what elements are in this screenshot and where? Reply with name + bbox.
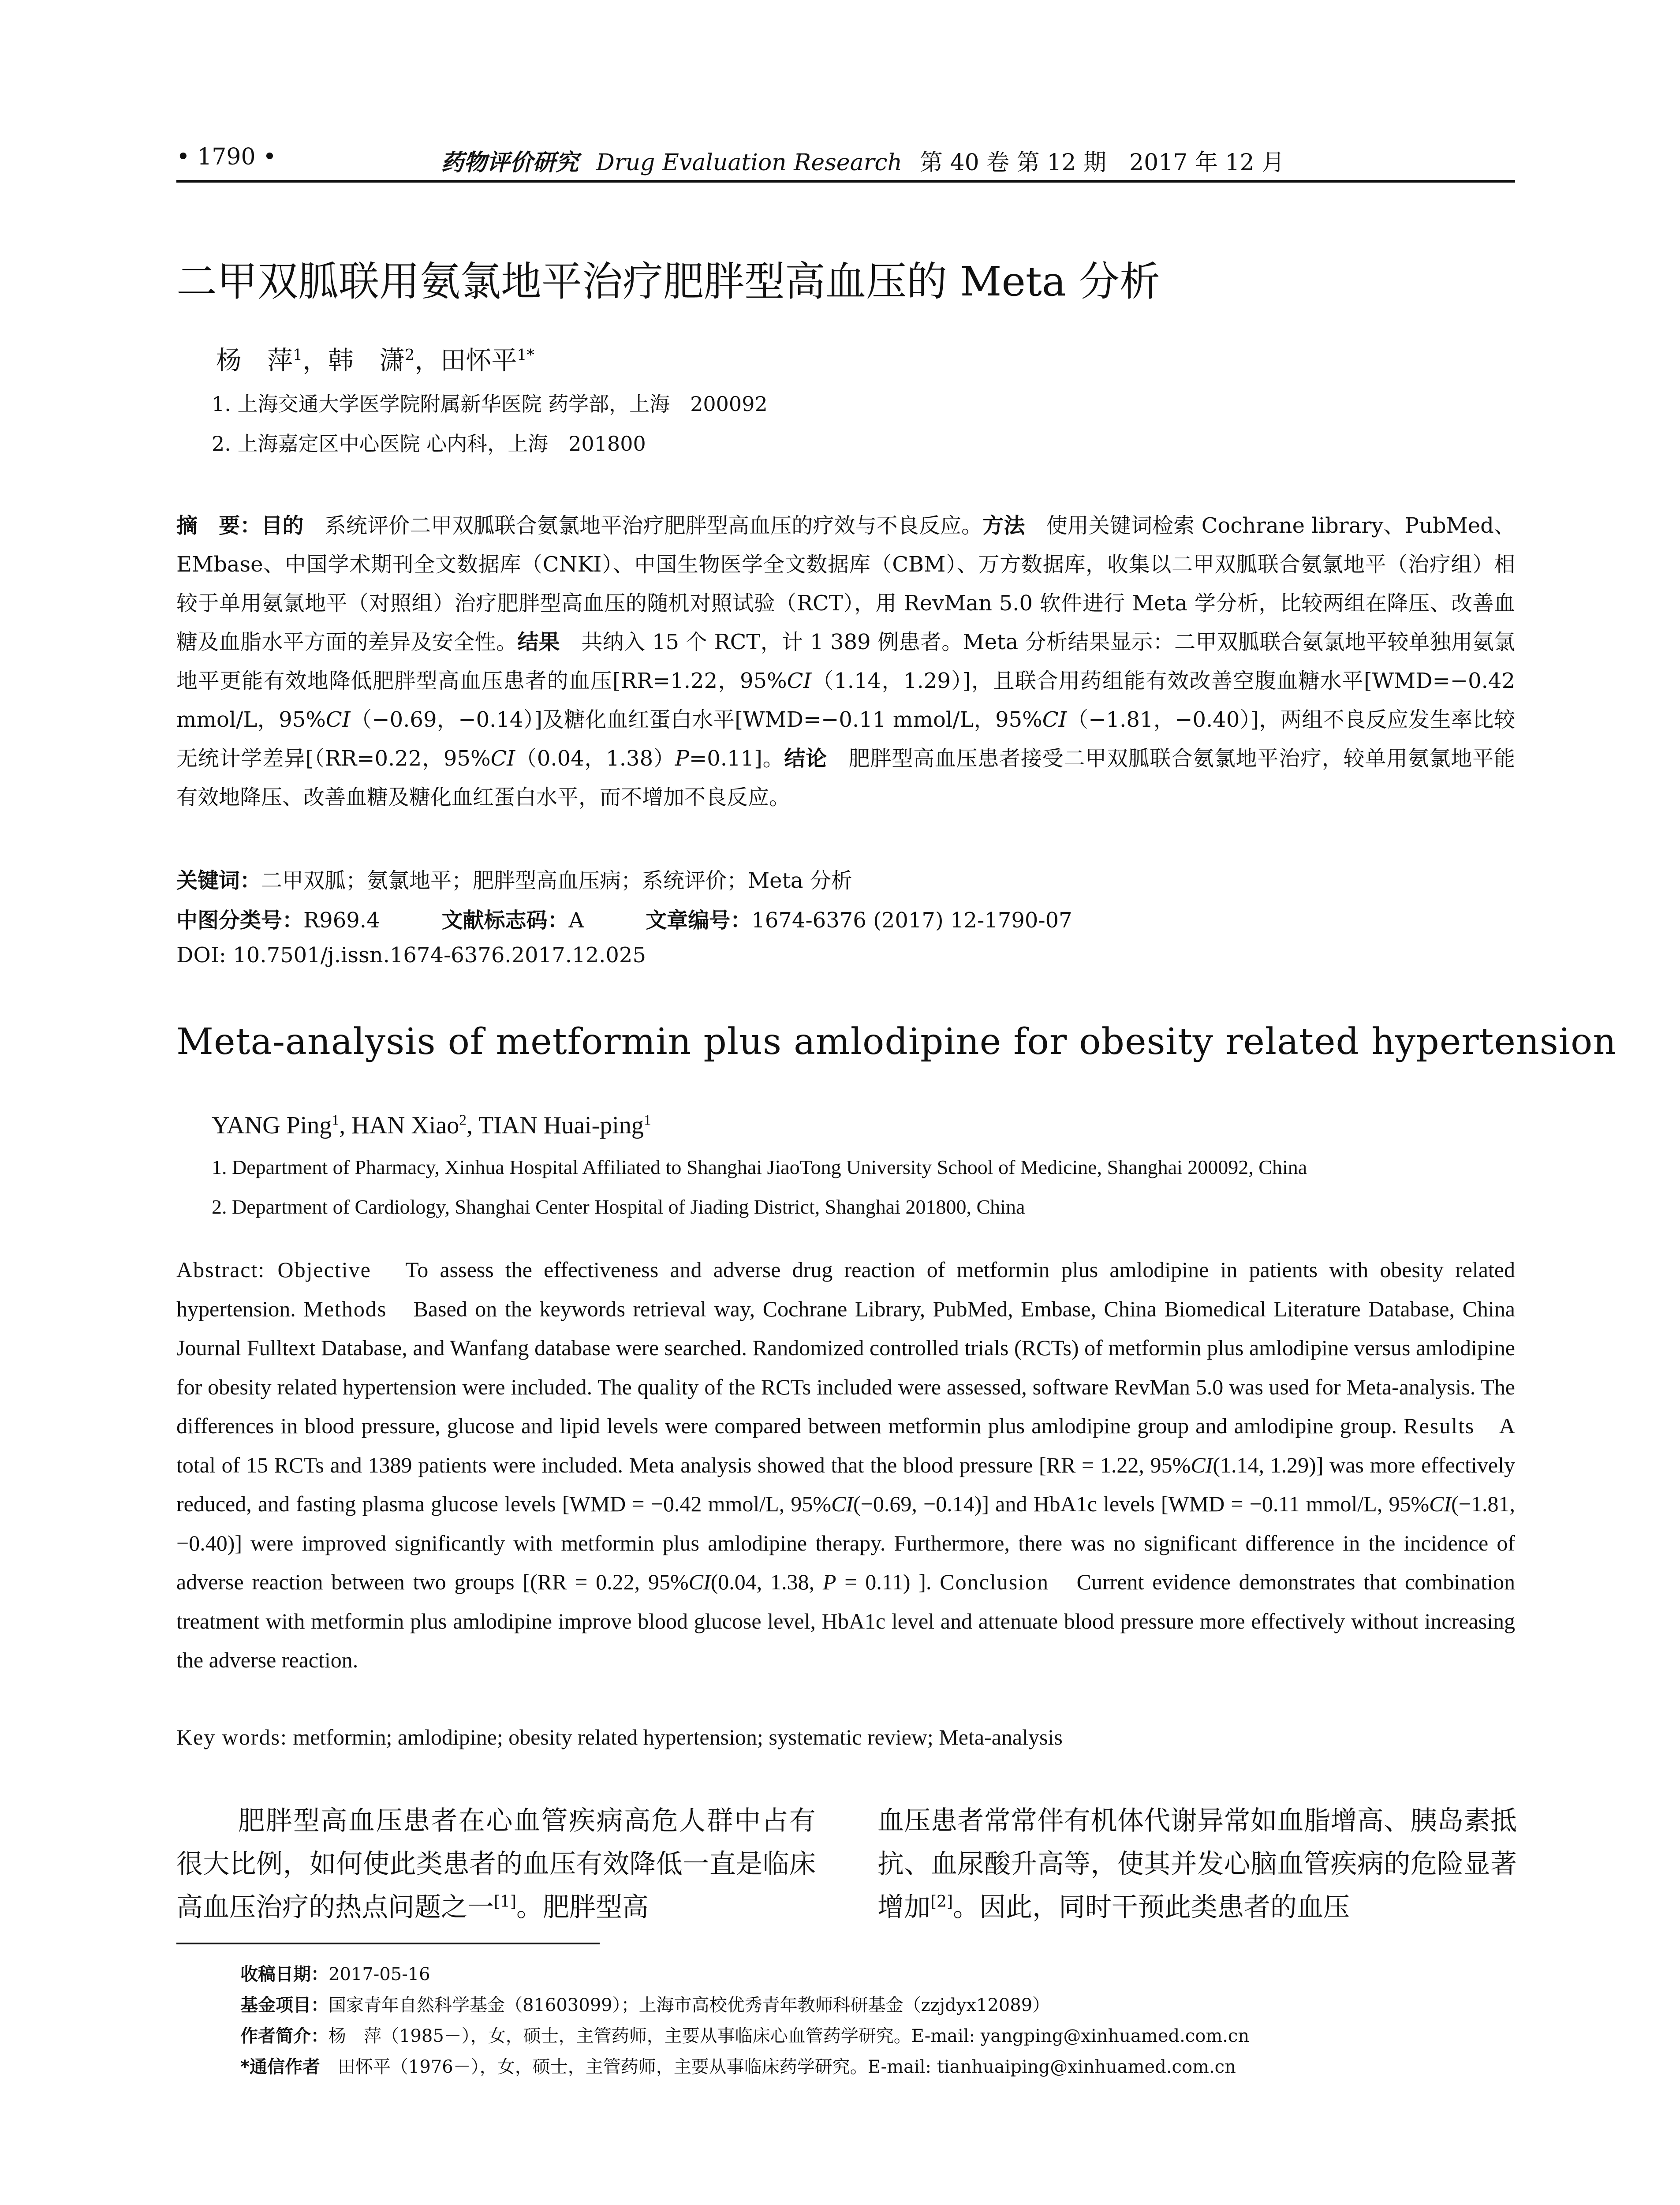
journal-name [441,144,1284,177]
corresponding-label: *通信作者 [240,2057,320,2077]
volume-issue: 第 40 卷 第 12 期 2017 年 12 月 [920,149,1285,176]
author-en: YANG Ping [212,1112,332,1139]
objective-label: 目的 [261,513,304,538]
fund-label: 基金项目： [240,1995,329,2015]
abstract-en [176,1250,1515,1680]
body-column-right [877,1799,1517,1929]
results-text: （−1.81，−0.40）]，两组不良反应发生率比较无统计学差异[（RR=0.22，95% [176,707,1516,771]
results-text: (0.04, 1.38, [710,1570,823,1594]
results-text: (1.14, 1.29)] was more effectively reduced, and fasting plasma glucose levels [WMD = −0.42 mmol/L, 95% [176,1452,1515,1516]
keywords-label: 关键词： [176,868,261,893]
article-no-label: 文章编号： [646,908,752,933]
author-en: , HAN Xiao [339,1112,459,1139]
ci-italic: CI [688,1570,711,1594]
objective-text: To assess the effectiveness and adverse drug reaction of metformin plus amlodipine in patients with obesity related hypertension. [176,1257,1515,1321]
affiliation-en-2: 2. Department of Cardiology, Shanghai Center Hospital of Jiading District, Shanghai 201800, China [212,1196,1025,1218]
methods-label: Methods [303,1296,387,1321]
citation-ref[interactable]: [2] [930,1893,953,1911]
footnote-fund [240,1991,1050,2016]
results-text: =0.11]。 [689,746,784,771]
author-sup: 1 [643,1112,651,1129]
body-text: 血压患者常常伴有机体代谢异常如血脂增高、胰岛素抵抗、血尿酸升高等，使其并发心脑血管疾病的危险显著增加 [877,1805,1517,1923]
article-no-value: 1674-6376 (2017) 12-1790-07 [751,908,1072,933]
results-text: （1.14，1.29）]，且联合用药组能有效改善空腹血糖水平[WMD=−0.42 mmol/L，95% [176,669,1515,732]
footnote-divider [176,1943,600,1944]
results-text: （−0.69，−0.14）]及糖化血红蛋白水平[WMD=−0.11 mmol/L，95% [350,707,1042,732]
keywords-label: Key words: [176,1725,287,1749]
results-text: (−0.69, −0.14)] and HbA1c levels [WMD = −0.11 mmol/L, 95% [853,1491,1430,1516]
ci-italic: CI [490,746,515,771]
p-italic: P [675,746,689,771]
authors-en [212,1111,651,1140]
ci-italic: CI [1191,1452,1213,1477]
received-label: 收稿日期： [240,1964,329,1984]
title-en: Meta-analysis of metformin plus amlodipine for obesity related hypertension [176,1021,1617,1063]
footnote-author [240,2022,1249,2047]
ci-italic: CI [1429,1491,1452,1516]
footnote-received [240,1960,430,1985]
results-label: Results [1404,1413,1475,1438]
ci-italic: CI [325,707,351,732]
author-en: , TIAN Huai-ping [467,1112,644,1139]
author-sup: 2 [405,346,415,364]
doc-code-value: A [568,908,584,933]
author-sup: 1 [332,1112,340,1129]
ci-italic: CI [787,669,812,693]
keywords-text: metformin; amlodipine; obesity related hypertension; systematic review; Meta-analysis [287,1725,1063,1749]
methods-text: Based on the keywords retrieval way, Cochrane Library, PubMed, Embase, China Biomedical Literature Database, China Journal Fulltext Database, and Wanfang database were searched. Randomized controlled trials (RCTs) of metformin plus amlodipine versus amlodipine for obesity related hypertension were included. The quality of the RCTs included were assessed, software RevMan 5.0 was used for Meta-analysis. The differences in blood pressure, glucose and lipid levels were compared between metformin plus amlodipine group and amlodipine group. [176,1296,1516,1438]
methods-text: 使用关键词检索 Cochrane library、PubMed、EMbase、中国学术期刊全文数据库（CNKI）、中国生物医学全文数据库（CBM）、万方数据库，收集以二甲双胍联合氨氯地平（治疗组）相较于单用氨氯地平（对照组）治疗肥胖型高血压的随机对照试验（RCT），用 RevMan 5.0 软件进行 Meta 学分析，比较两组在降压、改善血糖及血脂水平方面的差异及安全性。 [176,513,1515,654]
author-sup: 2 [459,1112,467,1129]
clc-label: 中图分类号： [176,908,304,933]
body-column-left [176,1799,816,1929]
body-text: 。因此，同时干预此类患者的血压 [953,1892,1350,1923]
author-sup: 1* [517,346,534,364]
affiliation-cn-1: 1. 上海交通大学医学院附属新华医院 药学部，上海 200092 [212,392,768,416]
journal-logo-cn: 药物评价研究 [441,149,579,176]
results-text: （0.04，1.38） [515,746,675,771]
journal-name-en: Drug Evaluation Research [596,149,903,176]
keywords-en [176,1724,1063,1750]
corresponding-value: 田怀平（1976－），女，硕士，主管药师，主要从事临床药学研究。E-mail: tianhuaiping@xinhuamed.com.cn [320,2057,1236,2077]
methods-label: 方法 [982,513,1025,538]
body-text: 肥胖型高血压患者在心血管疾病高危人群中占有很大比例，如何使此类患者的血压有效降低一直是临床高血压治疗的热点问题之一 [176,1805,816,1923]
title-cn: 二甲双胍联用氨氯地平治疗肥胖型高血压的 Meta 分析 [176,258,1160,305]
author-cn: 杨 萍 [216,345,293,375]
results-label: 结果 [517,630,560,654]
conclusion-text: 肥胖型高血压患者接受二甲双胍联合氨氯地平治疗，较单用氨氯地平能有效地降压、改善血糖及糖化血红蛋白水平，而不增加不良反应。 [176,746,1515,810]
ci-italic: CI [1042,707,1067,732]
doc-code-label: 文献标志码： [441,908,569,933]
keywords-cn [176,863,852,894]
classification-line [176,903,1072,934]
abstract-cn [176,506,1515,817]
affiliation-en-1: 1. Department of Pharmacy, Xinhua Hospital Affiliated to Shanghai JiaoTong University School of Medicine, Shanghai 200092, China [212,1156,1307,1178]
page-number: • 1790 • [176,144,276,170]
footnote-corresponding [240,2053,1236,2078]
author-cn: ，韩 潇 [302,345,405,375]
abstract-label: 摘 要： [176,513,261,538]
authors-cn [216,340,534,377]
author-bio-label: 作者简介： [240,2026,329,2046]
received-value: 2017-05-16 [329,1964,430,1984]
results-text: (−1.81, −0.40)] were improved significantly with metformin plus amlodipine therapy. Furthermore, there was no significant difference in the incidence of adverse reaction between two groups [(RR = 0.22, 95% [176,1491,1515,1594]
abstract-label: Abstract: Objective [176,1257,371,1282]
p-italic: P [822,1570,836,1594]
conclusion-label: 结论 [784,746,827,771]
conclusion-label: Conclusion [940,1570,1049,1594]
doi: DOI: 10.7501/j.issn.1674-6376.2017.12.025 [176,943,646,968]
objective-text: 系统评价二甲双胍联合氨氯地平治疗肥胖型高血压的疗效与不良反应。 [303,513,983,538]
author-cn: ，田怀平 [414,345,517,375]
keywords-text: 二甲双胍；氨氯地平；肥胖型高血压病；系统评价；Meta 分析 [261,868,852,893]
results-text: A total of 15 RCTs and 1389 patients were included. Meta analysis showed that the blood pressure [RR = 1.22, 95% [176,1413,1515,1477]
fund-value: 国家青年自然科学基金（81603099）；上海市高校优秀青年教师科研基金（zzjdyx12089） [329,1995,1050,2015]
conclusion-text: Current evidence demonstrates that combination treatment with metformin plus amlodipine improve blood glucose level, HbA1c level and attenuate blood pressure more effectively without increasing the adverse reaction. [176,1570,1515,1672]
results-text: = 0.11) ]. [836,1570,940,1594]
author-sup: 1 [293,346,303,364]
citation-ref[interactable]: [1] [494,1893,516,1911]
affiliation-cn-2: 2. 上海嘉定区中心医院 心内科，上海 201800 [212,432,646,456]
results-text: 共纳入 15 个 RCT，计 1 389 例患者。Meta 分析结果显示：二甲双胍联合氨氯地平较单独用氨氯地平更能有效地降低肥胖型高血压患者的血压[RR=1.22，95% [176,630,1515,693]
body-text: 。肥胖型高 [516,1892,649,1923]
author-bio-value: 杨 萍（1985－），女，硕士，主管药师，主要从事临床心血管药学研究。E-mail: yangping@xinhuamed.com.cn [329,2026,1250,2046]
clc-value: R969.4 [303,908,380,933]
ci-italic: CI [831,1491,854,1516]
running-header [176,140,1515,183]
